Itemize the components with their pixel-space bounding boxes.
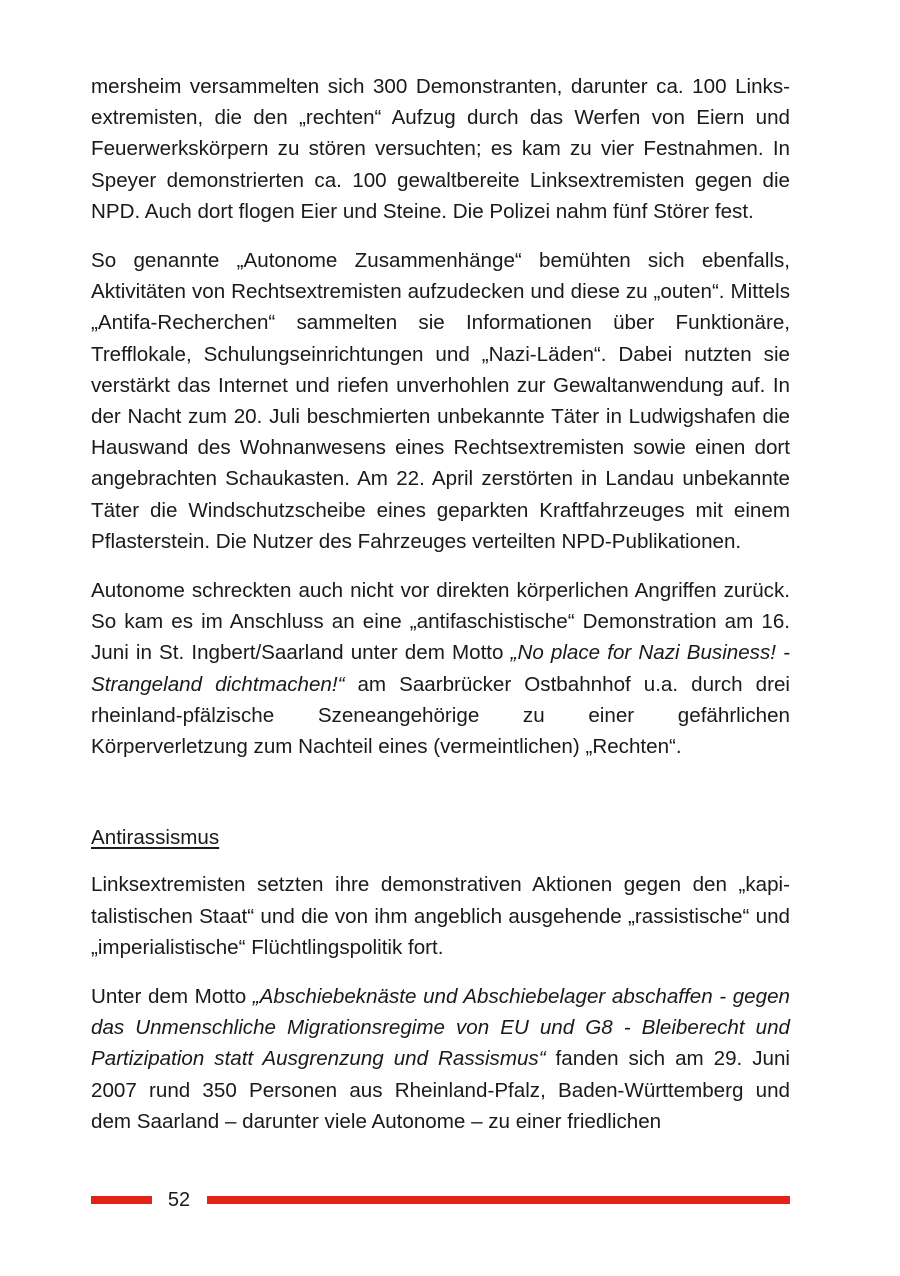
page-footer <box>91 1188 790 1214</box>
italic-motto-text: „Abschiebeknäste und Abschiebelager abschaffen - gegen das Unmenschliche Migrationsregime von EU und G8 - Bleiberecht und Partizipation statt Ausgrenzung und Rassismus“ <box>91 985 790 1071</box>
body-text: fanden sich am 29. Juni 2007 rund 350 Personen aus Rheinland-Pfalz, Baden-Württemberg und dem Saarland – darunter viele Autonome – zu einer friedlichen <box>91 1047 791 1133</box>
section-heading: Antirassismus <box>91 826 220 850</box>
paragraph-2 <box>91 245 790 557</box>
paragraph-1 <box>91 71 790 227</box>
body-text: Unter dem Motto <box>91 985 253 1009</box>
body-text: mersheim versammelten sich 300 Demonstranten, darunter ca. 100 Linksextremisten, die den „rechten“ Aufzug durch das Werfen von Eiern und Feuerwerkskörpern zu stören versuchten; es kam zu vier Festnahmen. In Speyer demonstrierten ca. 100 gewaltbereite Linksextremisten gegen die NPD. Auch dort flogen Eier und Steine. Die Polizei nahm fünf Störer fest. <box>91 75 790 223</box>
paragraph-3 <box>91 575 790 762</box>
body-text: So genannte „Autonome Zusammenhänge“ bemühten sich ebenfalls, Aktivitäten von Rechtsextremisten aufzudecken und diese zu „outen“. Mittels „Antifa-Recherchen“ sammelten sie Informationen über Funktionäre, Trefflokale, Schulungseinrichtungen und „Nazi-Läden“. Dabei nutzten sie verstärkt das Internet und riefen unverhohlen zur Gewaltanwendung auf. In der Nacht zum 20. Juli beschmierten unbekannte Täter in Ludwigshafen die Hauswand des Wohnanwesens eines Rechtsextremisten sowie einen dort angebrachten Schaukasten. Am 22. April zerstörten in Landau unbekannte Täter die Windschutzscheibe eines geparkten Kraftfahrzeuges mit einem Pflasterstein. Die Nutzer des Fahrzeuges verteilten NPD-Publikationen. <box>91 249 790 553</box>
page-body <box>91 71 790 1137</box>
section-paragraph-2 <box>91 981 790 1137</box>
footer-right-bar <box>207 1196 790 1204</box>
page-number: 52 <box>167 1189 191 1211</box>
section-paragraph-1 <box>91 869 790 963</box>
body-text: am Saarbrücker Ostbahnhof u.a. durch drei rheinland-pfälzische Szeneangehörige zu einer gefährlichen Körperverletzung zum Nachteil eines (vermeintlichen) „Rechten“. <box>91 672 790 759</box>
italic-motto-text: „No place for Nazi Business! - Strangeland dichtmachen!“ <box>91 641 790 696</box>
body-text: Autonome schreckten auch nicht vor direkten körperlichen Angriffen zurück. So kam es im Anschluss an eine „antifaschistische“ Demonstration am 16. Juni in St. Ingbert/Saarland unter dem Motto <box>91 579 790 665</box>
footer-left-bar <box>91 1196 152 1204</box>
body-text: Linksextremisten setzten ihre demonstrativen Aktionen gegen den „kapitalistischen Staat“ und die von ihm angeblich ausgehende „rassistische“ und „imperialistische“ Flüchtlingspolitik fort. <box>91 873 790 959</box>
